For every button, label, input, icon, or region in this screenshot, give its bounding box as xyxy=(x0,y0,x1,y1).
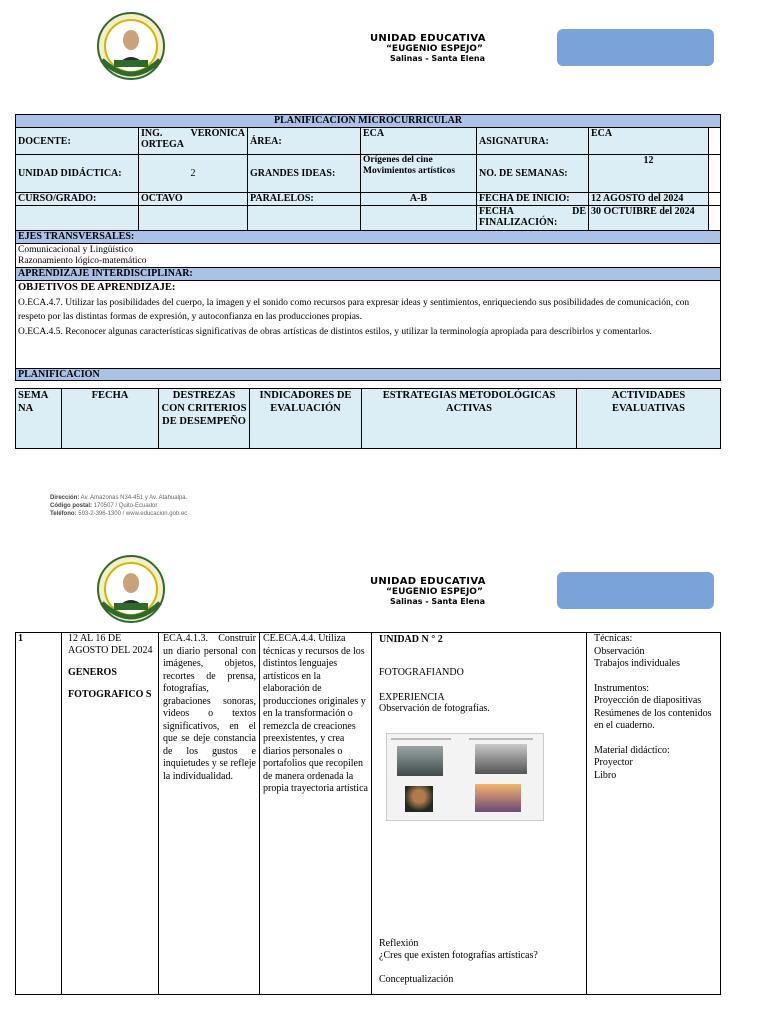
planificacion-label: PLANIFICACIÓN xyxy=(16,369,721,381)
row-pregunta: ¿Cres que existen fotografías artísticas? xyxy=(379,950,538,961)
row-semana: 1 xyxy=(16,633,62,995)
school-name-line1-p2: UNIDAD EDUCATIVA xyxy=(370,576,486,587)
row-indicador: CE.ECA.4.4. Utiliza técnicas y recursos de los distintos lenguajes artísticos en la elaboración de producciones originales y en la transformación o remezcla de creaciones preexistentes, y crea diarios personales o portafolios que recopilen de manera ordenada la propia trayectoria artística xyxy=(260,633,372,995)
row-unidad: UNIDAD N ° 2 xyxy=(379,634,443,645)
unidad-value: 2 xyxy=(139,155,248,193)
header-blue-box xyxy=(557,29,714,66)
page-footer xyxy=(50,494,187,518)
objetivos-label: OBJETIVOS DE APRENDIZAJE: xyxy=(18,282,176,293)
school-name-line1: UNIDAD EDUCATIVA xyxy=(370,33,486,44)
curso-value: OCTAVO xyxy=(139,193,248,206)
paralelos-label: PARALELOS: xyxy=(248,193,361,206)
act-resumenes: Resúmenes de los contenidos en el cuaderno. xyxy=(594,707,712,731)
school-name-line2-p2: “EUGENIO ESPEJO” xyxy=(386,587,483,597)
objetivo-2: O.ECA.4.5. Reconocer algunas características significativas de obras artísticas de distintos estilos, y utilizar la terminología apropiada para describirlos y comentarlos. xyxy=(18,326,652,337)
col-destrezas: DESTREZAS CON CRITERIOS DE DESEMPEÑO xyxy=(159,389,250,449)
row-tema1: GENEROS xyxy=(68,667,117,678)
inicio-label: FECHA DE INICIO: xyxy=(477,193,589,206)
school-logo-page2 xyxy=(94,553,168,627)
row-fotografiando: FOTOGRAFIANDO xyxy=(379,667,464,678)
row-reflexion: Reflexión xyxy=(379,938,419,949)
act-observacion: Observación xyxy=(594,645,645,657)
photo-thumb-4 xyxy=(475,784,521,812)
semanas-value: 12 xyxy=(589,155,709,193)
fin-value: 30 OCTUIBRE del 2024 xyxy=(589,206,709,231)
footer-dir-label: Dirección: xyxy=(50,495,80,501)
row-fecha: 12 AL 16 DE AGOSTO DEL 2024 xyxy=(68,633,153,656)
footer-cp-label: Código postal: xyxy=(50,503,92,509)
curso-label: CURSO/GRADO: xyxy=(16,193,139,206)
paralelos-value: A-B xyxy=(361,193,477,206)
act-trabajos: Trabajos individuales xyxy=(594,658,681,669)
act-material: Material didáctico: xyxy=(594,744,670,756)
photo-thumb-1 xyxy=(397,746,443,776)
school-name-line2: “EUGENIO ESPEJO” xyxy=(386,44,483,54)
col-actividades: ACTIVIDADES EVALUATIVAS xyxy=(577,389,721,449)
ejes-label: EJES TRANSVERSALES: xyxy=(16,231,721,244)
docente-value: ING. VERÓNICA ORTEGA xyxy=(139,128,248,155)
col-fecha: FECHA xyxy=(62,389,159,449)
semanas-label: NO. DE SEMANAS: xyxy=(477,155,589,193)
photo-thumb-2 xyxy=(475,744,527,774)
planning-title: PLANIFICACIÓN MICROCURRICULAR xyxy=(16,115,721,128)
header-blue-box-page2 xyxy=(557,572,714,609)
row-tema2: FOTOGRAFICO S xyxy=(68,689,152,700)
aprendizaje-label: APRENDIZAJE INTERDISCIPLINAR: xyxy=(16,268,721,281)
col-semana: SEMA NA xyxy=(16,389,62,449)
school-logo xyxy=(94,10,168,84)
row-destreza: ECA.4.1.3. Construir un diario personal con imágenes, objetos, recortes de prensa, fotografías, grabaciones sonoras, videos o textos significativos, en el que se deje constancia de los gustos e inquietudes y se refleje la individualidad. xyxy=(159,633,260,995)
docente-label: DOCENTE: xyxy=(16,128,139,155)
fin-label: FECHA DE FINALIZACIÓN: xyxy=(477,206,589,231)
footer-dir-value: Av. Amazonas N34-451 y Av. Atahualpa. xyxy=(79,495,188,501)
act-libro: Libro xyxy=(594,769,617,781)
photo-thumb-3 xyxy=(405,786,433,812)
unidad-label: UNIDAD DIDÁCTICA: xyxy=(16,155,139,193)
grandes-ideas-label: GRANDES IDEAS: xyxy=(248,155,361,193)
inicio-value: 12 AGOSTO del 2024 xyxy=(589,193,709,206)
grandes-ideas-value: Orígenes del cine Movimientos artísticos xyxy=(361,155,477,193)
planning-row-table xyxy=(15,632,721,995)
eje-1: Comunicacional y Lingüístico xyxy=(18,245,134,255)
act-tecnicas: Técnicas: xyxy=(594,633,633,644)
footer-tel-value: 593-2-396-1300 / www.educacion.gob.ec xyxy=(76,511,188,517)
asignatura-value: ECA xyxy=(589,128,709,155)
area-value: ECA xyxy=(361,128,477,155)
footer-tel-label: Teléfono: xyxy=(50,511,77,517)
act-instrumentos: Instrumentos: xyxy=(594,682,649,694)
school-location: Salinas - Santa Elena xyxy=(390,54,485,63)
planning-table xyxy=(15,114,721,381)
row-experiencia: EXPERIENCIA xyxy=(379,692,445,703)
school-name-block xyxy=(370,33,486,63)
photo-collage xyxy=(386,733,544,821)
row-conceptualizacion: Conceptualización xyxy=(379,974,454,985)
col-estrategias: ESTRATEGIAS METODOLÓGICAS ACTIVAS xyxy=(362,389,577,449)
objetivo-1: O.ECA.4.7. Utilizar las posibilidades del cuerpo, la imagen y el sonido como recursos para expresar ideas y sentimientos, enriqueciendo sus posibilidades de comunicación, con respeto por las distintas formas de expresión, y autoconfianza en las producciones propias. xyxy=(18,297,690,322)
asignatura-label: ASIGNATURA: xyxy=(477,128,589,155)
act-proyector: Proyector xyxy=(594,757,633,768)
area-label: ÁREA: xyxy=(248,128,361,155)
row-observacion: Observación de fotografías. xyxy=(379,703,490,714)
act-proyeccion: Proyección de diapositivas xyxy=(594,695,702,706)
eje-2: Razonamiento lógico-matemático xyxy=(18,256,147,266)
planning-columns xyxy=(15,388,721,449)
footer-cp-value: 170507 / Quito-Ecuador xyxy=(92,503,158,509)
school-location-p2: Salinas - Santa Elena xyxy=(390,597,485,606)
col-indicadores: INDICADORES DE EVALUACIÓN xyxy=(250,389,362,449)
school-name-block-page2 xyxy=(370,576,486,606)
